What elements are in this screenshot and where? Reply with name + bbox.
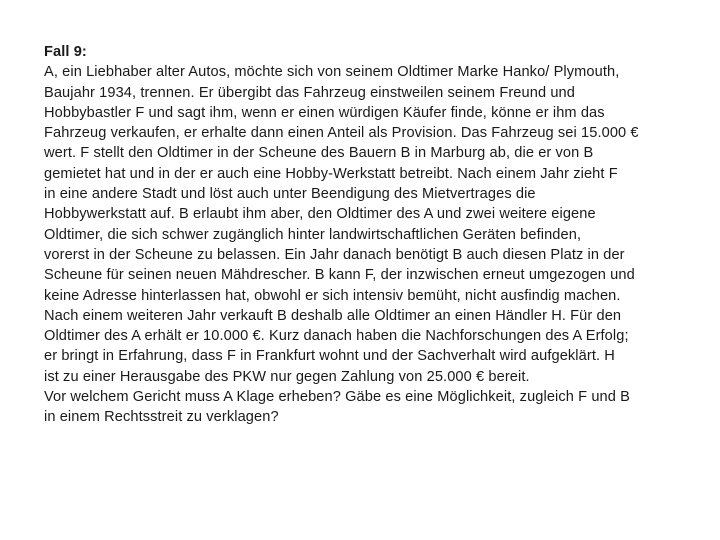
case-line: wert. F stellt den Oldtimer in der Scheune des Bauern B in Marburg ab, die er von B — [44, 145, 594, 162]
case-line: Hobbywerkstatt auf. B erlaubt ihm aber, den Oldtimer des A und zwei weitere eigene — [44, 206, 596, 223]
case-line: ist zu einer Herausgabe des PKW nur gegen Zahlung von 25.000 € bereit. — [44, 368, 530, 385]
case-line: er bringt in Erfahrung, dass F in Frankfurt wohnt und der Sachverhalt wird aufgeklärt. H — [44, 348, 615, 365]
case-line: vorerst in der Scheune zu belassen. Ein Jahr danach benötigt B auch diesen Platz in der — [44, 246, 625, 263]
case-line: Nach einem weiteren Jahr verkauft B deshalb alle Oldtimer an einen Händler H. Für den — [44, 307, 622, 324]
question-line: Vor welchem Gericht muss A Klage erheben? Gäbe es eine Möglichkeit, zugleich F und B — [44, 389, 630, 406]
question-line: in einem Rechtsstreit zu verklagen? — [44, 409, 279, 426]
case-line: gemietet hat und in der er auch eine Hobby-Werkstatt betreibt. Nach einem Jahr zieht F — [44, 165, 618, 182]
case-line: keine Adresse hinterlassen hat, obwohl er sich intensiv bemüht, nicht ausfindig machen. — [44, 287, 621, 304]
case-line: Scheune für seinen neuen Mähdrescher. B kann F, der inzwischen erneut umgezogen und — [44, 267, 635, 284]
case-line: Oldtimer des A erhält er 10.000 €. Kurz danach haben die Nachforschungen des A Erfolg; — [44, 328, 629, 345]
case-line: Hobbybastler F und sagt ihm, wenn er einen würdigen Käufer finde, könne er ihm das — [44, 104, 605, 121]
case-line: Oldtimer, die sich schwer zugänglich hinter landwirtschaftlichen Geräten befinden, — [44, 226, 582, 243]
case-line: in eine andere Stadt und löst auch unter Beendigung des Mietvertrages die — [44, 186, 536, 203]
case-line: Baujahr 1934, trennen. Er übergibt das Fahrzeug einstweilen seinem Freund und — [44, 84, 575, 101]
case-text-block — [44, 42, 704, 428]
case-heading: Fall 9: — [44, 44, 87, 60]
case-line: A, ein Liebhaber alter Autos, möchte sich von seinem Oldtimer Marke Hanko/ Plymouth, — [44, 64, 620, 81]
case-line: Fahrzeug verkaufen, er erhalte dann einen Anteil als Provision. Das Fahrzeug sei 15.000 € — [44, 125, 639, 142]
